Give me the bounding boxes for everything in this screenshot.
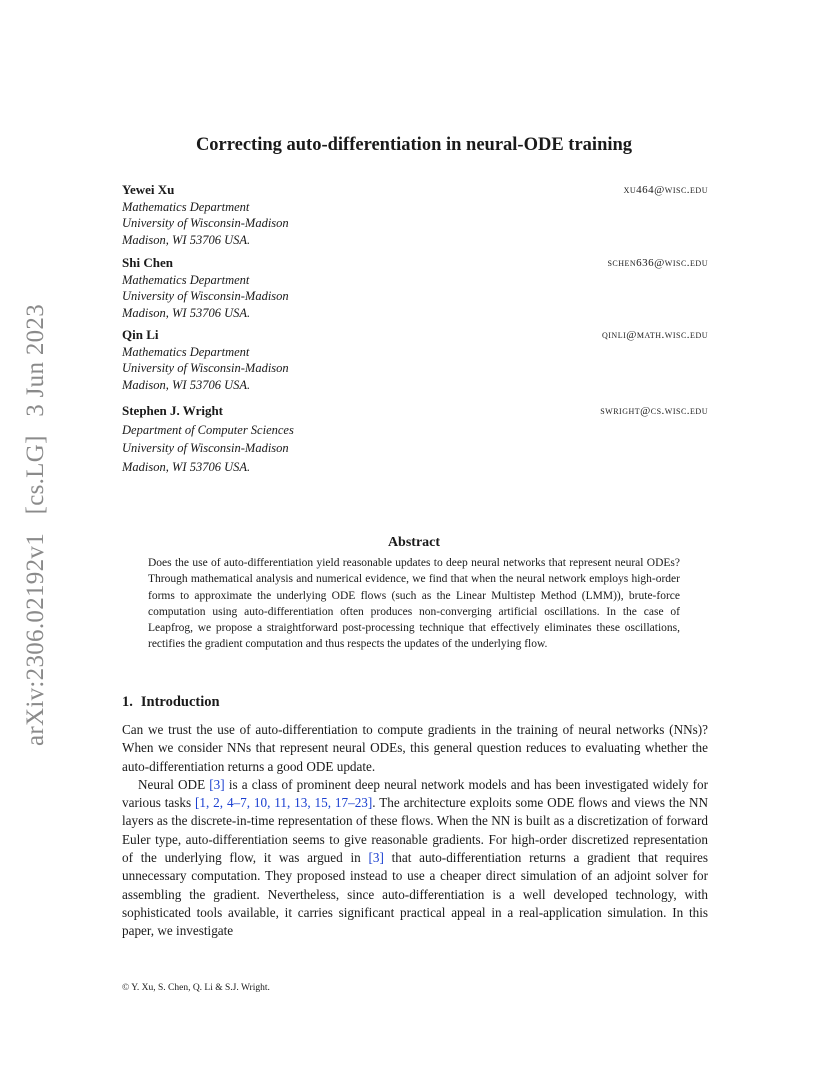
author-department: Mathematics Department xyxy=(122,344,250,359)
author-name: Yewei Xu xyxy=(122,182,175,197)
section-title: Introduction xyxy=(140,694,220,710)
author-block xyxy=(122,182,708,248)
author-address: Madison, WI 53706 USA. xyxy=(122,232,251,247)
citation-link[interactable]: [1, 2, 4–7, 10, 11, 13, 15, 17–23] xyxy=(194,795,373,811)
arxiv-category: [cs.LG] xyxy=(22,435,49,515)
author-name: Stephen J. Wright xyxy=(122,403,224,418)
citation-link[interactable]: [3] xyxy=(209,776,225,792)
author-address: Madison, WI 53706 USA. xyxy=(122,305,251,320)
intro-text: that auto-differentiation returns a gradient that requires unnecessary computation. They proposed instead to use a cheaper direct simulation of an adjoint solver for assembling the gradient. Nevertheless, since auto-differentiation is a well developed technology, with sophisticated tools available, it carries significant practical appeal in a real-application simulation. In this paper, we investigate xyxy=(122,850,708,939)
section-heading xyxy=(122,694,220,711)
author-university: University of Wisconsin-Madison xyxy=(122,216,289,230)
author-name: Shi Chen xyxy=(122,255,173,270)
arxiv-stamp xyxy=(22,298,50,752)
author-block xyxy=(122,255,708,321)
author-address: Madison, WI 53706 USA. xyxy=(122,377,251,392)
author-department: Department of Computer Sciences xyxy=(122,422,294,437)
intro-text: . The architecture exploits some ODE flows and views the NN layers as the discrete-in-time representation of these flows. When the NN is built as a discretization of forward Euler type, auto-differentiation seems to give reasonable gradients. For high-order discretized representation of the underlying flow, it was argued in xyxy=(122,795,708,866)
author-email: xu464@wisc.edu xyxy=(623,184,708,196)
citation-link[interactable]: [3] xyxy=(368,850,384,866)
author-name: Qin Li xyxy=(122,327,159,342)
author-department: Mathematics Department xyxy=(122,272,250,287)
abstract-text: Does the use of auto-differentiation yield reasonable updates to deep neural networks that represent neural ODEs? Through mathematical analysis and numerical evidence, we find that when the neural network employs high-order forms to approximate the underlying ODE flows (such as the Linear Multistep Method (LMM)), brute-force computation using auto-differentiation often produces non-converging artificial oscillations. In the case of Leapfrog, we propose a straightforward post-processing technique that effectively eliminates these oscillations, rectifies the gradient computation and thus respects the updates of the underlying flow. xyxy=(148,557,680,651)
author-university: University of Wisconsin-Madison xyxy=(122,289,289,303)
author-department: Mathematics Department xyxy=(122,199,250,214)
arxiv-id: arXiv:2306.02192v1 xyxy=(22,532,49,747)
intro-paragraph-2 xyxy=(122,776,708,941)
section-number: 1. xyxy=(122,694,133,710)
author-email: swright@cs.wisc.edu xyxy=(600,405,708,417)
paper-title: Correcting auto-differentiation in neural-ODE training xyxy=(195,135,633,155)
copyright-footer: © Y. Xu, S. Chen, Q. Li & S.J. Wright. xyxy=(122,983,270,993)
author-university: University of Wisconsin-Madison xyxy=(122,361,289,375)
intro-paragraph-1: Can we trust the use of auto-differentiation to compute gradients in the training of neural networks (NNs)? When we consider NNs that represent neural ODEs, this general question reduces to evaluating whether the auto-differentiation returns a good ODE update. xyxy=(122,722,708,774)
arxiv-date: 3 Jun 2023 xyxy=(22,303,49,417)
author-block xyxy=(122,327,708,393)
author-email: schen636@wisc.edu xyxy=(607,257,708,269)
author-university: University of Wisconsin-Madison xyxy=(122,441,289,455)
abstract-heading: Abstract xyxy=(387,535,441,550)
introduction-body xyxy=(122,721,708,941)
author-block xyxy=(122,402,708,476)
author-email: qinli@math.wisc.edu xyxy=(601,329,708,341)
author-address: Madison, WI 53706 USA. xyxy=(122,459,251,474)
intro-text: is a class of prominent deep neural network models and has been investigated widely for various tasks xyxy=(122,776,708,811)
intro-text: Neural ODE xyxy=(138,776,210,792)
